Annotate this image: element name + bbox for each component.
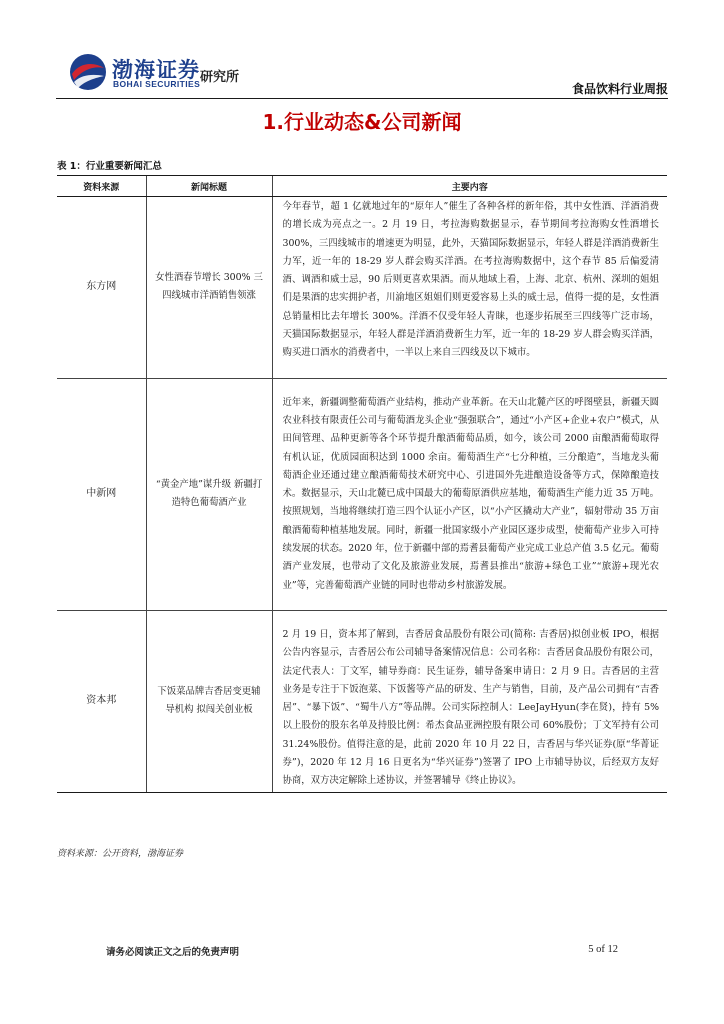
news-content: [272, 197, 667, 379]
bohai-logo-icon: [68, 52, 108, 92]
news-content: [272, 610, 667, 792]
table-row: [57, 378, 667, 610]
table-source-note: 资料来源：公开资料，渤海证券: [57, 849, 184, 859]
page-number: 5 of 12: [588, 944, 618, 955]
section-title: 1.行业动态&公司新闻: [262, 110, 462, 134]
news-source: 中新网: [57, 378, 146, 610]
column-header-content: 主要内容: [272, 176, 667, 197]
news-summary-table: [57, 175, 667, 793]
table-row: [57, 197, 667, 379]
news-headline: 下饭菜品牌吉香居变更辅导机构 拟闯关创业板: [146, 610, 272, 792]
brand-name-cn: 渤海证券: [112, 58, 200, 82]
footer-disclaimer: 请务必阅读正文之后的免责声明: [106, 947, 240, 958]
column-header-headline: 新闻标题: [146, 176, 272, 197]
news-source: 东方网: [57, 197, 146, 379]
news-headline: “黄金产地”谋升级 新疆打造特色葡萄酒产业: [146, 378, 272, 610]
column-header-source: 资料来源: [57, 176, 146, 197]
news-content: [272, 378, 667, 610]
news-content-text: 今年春节，超 1 亿就地过年的“原年人”催生了各种各样的新年俗，其中女性酒、洋酒消费的增长成为亮点之一。2 月 19 日，考拉海购数据显示，春节期间考拉海购女性酒增长 300%，三四线城市的增速更为明显，此外，天猫国际数据显示，年轻人群是洋酒消费新生力军，近一年的 18-29 岁人群会购买洋酒。在考拉海购数据中，这个春节 85 后偏爱清酒、调酒和威士忌，90 后则更喜欢果酒。而从地域上看，上海、北京、杭州、深圳的姐姐们是果酒的忠实拥护者，川渝地区姐姐们则更爱容易上头的威士忌，值得一提的是，女性酒总销量相比去年增长 300%。洋酒不仅受年轻人青睐，也逐步拓展至三四线等广泛市场，天猫国际数据显示，年轻人群是洋酒消费新生力军，近一年的 18-29 岁人群会购买洋酒，购买进口酒水的消费者中，一半以上来自三四线及以下城市。: [282, 201, 659, 359]
company-logo: [68, 52, 268, 96]
header-divider: [56, 98, 668, 99]
table-row: [57, 610, 667, 792]
news-content-text: 近年来，新疆调整葡萄酒产业结构，推动产业革新。在天山北麓产区的呼图壁县，新疆天圆农业科技有限责任公司与葡萄酒龙头企业“强强联合”，通过“小产区+企业+农户”模式，从田间管理、品种更新等各个环节提升酿酒葡萄品质，如今，该公司 2000 亩酿酒葡萄取得有机认证，优质园面积达到 1000 余亩。葡萄酒生产“七分种植，三分酿造”，当地龙头葡萄酒企业还通过建立酿酒葡萄技术研究中心、引进国外先进酿造设备等方式，保障酿造技术。数据显示，天山北麓已成中国最大的葡萄原酒供应基地，葡萄酒生产能力近 35 万吨。按照规划，当地将继续打造三四个认证小产区，以“小产区撬动大产业”，辐射带动 35 万亩酿酒葡萄种植基地发展。同时，新疆一批国家级小产业园区逐步成型，使葡萄产业步入可持续发展的状态。2020 年，位于新疆中部的焉耆县葡萄产业完成工业总产值 3.5 亿元。葡萄酒产业发展，也带动了文化及旅游业发展，焉耆县推出“旅游+绿色工业”“旅游+现光农业”等，完善葡萄酒产业链的同时也带动乡村旅游发展。: [282, 396, 659, 591]
news-source: 资本邦: [57, 610, 146, 792]
table-caption: 表 1：行业重要新闻汇总: [57, 161, 162, 172]
institute-name: 研究所: [200, 70, 240, 85]
news-headline: 女性酒春节增长 300% 三四线城市洋酒销售领涨: [146, 197, 272, 379]
brand-name-en: BOHAI SECURITIES: [113, 79, 201, 89]
table-header-row: [57, 176, 667, 197]
report-type: 食品饮料行业周报: [571, 82, 668, 96]
news-content-text: 2 月 19 日，资本邦了解到，吉香居食品股份有限公司(简称: 吉香居)拟创业板 IPO，根据公告内容显示，吉香居公布公司辅导备案情况信息：公司名称：吉香居食品股份有限公司，法定代表人：丁文军，辅导券商：民生证券，辅导备案申请日：2 月 9 日。吉香居的主营业务是专注于下饭泡菜、下饭酱等产品的研发、生产与销售，目前，及产品公司拥有“吉香居”、“暴下饭”、“蜀牛八方”等品牌。公司实际控制人：LeeJayHyun(李在贤)，持有 5%以上股份的股东名单及持股比例：希杰食品亚洲控股有限公司 60%股份；丁文军持有公司 31.24%股份。值得注意的是，此前 2020 年 10 月 22 日，吉香居与华兴证券(原“华菁证券”)，2020 年 12 月 16 日更名为“华兴证券”)签署了 IPO 上市辅导协议，后经双方友好协商，双方决定解除上述协议，并签署辅导《终止协议》。: [282, 628, 659, 787]
